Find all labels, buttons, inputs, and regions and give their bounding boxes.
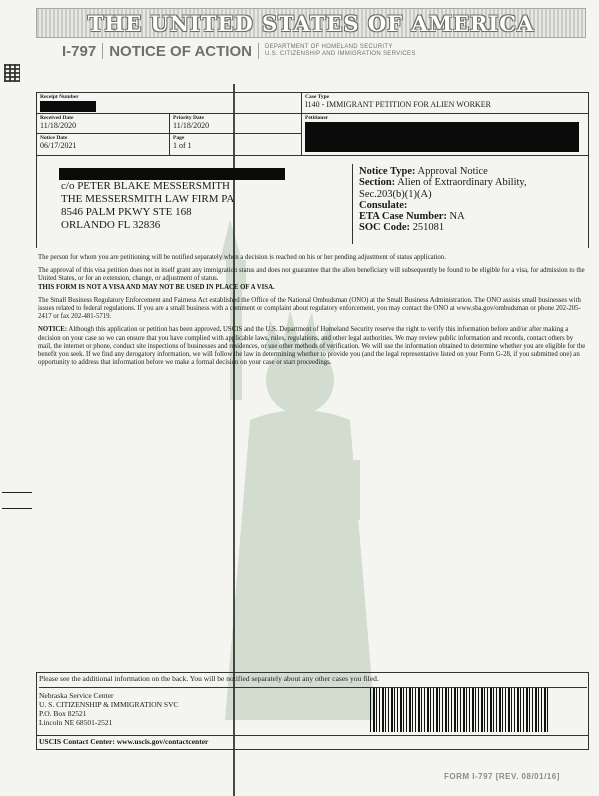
redacted-petitioner xyxy=(305,122,579,152)
office-line: Nebraska Service Center xyxy=(39,691,114,700)
contact-center: USCIS Contact Center: www.uscis.gov/contactcenter xyxy=(37,735,588,747)
receipt-number-label: Receipt Number xyxy=(40,94,79,100)
department-name: DEPARTMENT OF HOMELAND SECURITY xyxy=(264,44,393,50)
received-date-value: 11/18/2020 xyxy=(40,121,77,130)
section-value: Alien of Extraordinary Ability, xyxy=(397,177,527,189)
edge-mark xyxy=(2,508,32,509)
notice-details-text xyxy=(359,166,527,234)
notice-date-cell xyxy=(37,134,170,155)
petitioner-cell xyxy=(302,114,588,155)
soc-code-label: SOC Code: xyxy=(359,222,411,234)
visa-warning-text: THIS FORM IS NOT A VISA AND MAY NOT BE USED IN PLACE OF A VISA. xyxy=(38,283,275,291)
barcode xyxy=(370,688,550,732)
page-value: 1 of 1 xyxy=(173,141,192,150)
agency-block xyxy=(265,44,416,58)
case-info-table xyxy=(36,92,589,156)
body-paragraph-text: Although this application or petition has been approved, USCIS and the U.S. Department of Homeland Security reserve the right to verify this information before and/or after making a decision on your case so we can ensure that you have complied with applicable laws, rules, regulations, and other legal authorities. We may review public information and records, contact others by mail, the internet or phone, conduct site inspections of businesses and residences, or use other methods of verification. We will use the information obtained to determine whether you are eligible for the benefit you seek. If we find any derogatory information, we will follow the law in determining whether to provide you (and the legal representative listed on your Form G-28, if you submitted one) an opportunity to address that information before we make a formal decision on your case or start proceedings. xyxy=(38,326,586,367)
agency-name: U.S. CITIZENSHIP AND IMMIGRATION SERVICES xyxy=(264,51,416,57)
visa-warning xyxy=(38,284,586,292)
country-banner xyxy=(36,8,586,38)
section-label: Section: xyxy=(359,177,396,189)
page-label: Page xyxy=(173,135,185,141)
received-date-cell xyxy=(37,114,170,134)
office-line: U. S. CITIZENSHIP & IMMIGRATION SVC xyxy=(39,700,179,709)
title-separator xyxy=(258,43,259,59)
mailing-address xyxy=(61,180,234,232)
notice-type-value: Approval Notice xyxy=(417,166,488,177)
body-paragraph: The Small Business Regulatory Enforcement and Fairness Act established the Office of the National Ombudsman (ONO) at the Small Business Administration. The ONO assists small businesses with issues related to federal regulations. If you are a small business with a comment or complaint about regulatory enforcement, you may contact the ONO at www.sba.gov/ombudsman or phone 202-205-2417 or fax 202-481-5719. xyxy=(38,296,581,321)
receipt-number-cell xyxy=(37,93,302,114)
edge-mark xyxy=(2,492,32,493)
banner-text: THE UNITED STATES OF AMERICA xyxy=(87,11,535,36)
office-line: Lincoln NE 68501-2521 xyxy=(39,718,113,727)
address-line: THE MESSERSMITH LAW FIRM PA xyxy=(61,193,235,205)
form-id: I-797 xyxy=(62,42,97,60)
back-info-note: Please see the additional information on the back. You will be notified separately about any other cases you filed. xyxy=(39,674,379,683)
section-value-cont: Sec.203(b)(1)(A) xyxy=(359,188,432,200)
address-line: c/o PETER BLAKE MESSERSMITH xyxy=(61,180,230,192)
eta-case-label: ETA Case Number: xyxy=(359,211,447,223)
eta-case-value: NA xyxy=(449,211,465,223)
petitioner-label: Petitioner xyxy=(305,115,329,121)
form-title: NOTICE OF ACTION xyxy=(109,42,252,60)
soc-code-value: 251081 xyxy=(412,222,445,234)
notice-details xyxy=(352,164,563,244)
address-line: 8546 PALM PKWY STE 168 xyxy=(61,206,192,218)
priority-date-value: 11/18/2020 xyxy=(173,121,210,130)
consulate-label: Consulate: xyxy=(359,199,408,211)
case-type-label: Case Type xyxy=(305,94,330,100)
form-title-line xyxy=(62,41,416,61)
body-paragraph xyxy=(38,267,586,283)
notice-date-label: Notice Date xyxy=(40,135,68,141)
office-line: P.O. Box 82521 xyxy=(39,709,87,718)
redacted-beneficiary-name xyxy=(59,168,285,180)
body-paragraph-text: The approval of this visa petition does not in itself grant any immigration status and does not guarantee that the alien beneficiary will subsequently be found to be eligible for a visa, for admission to the United States, or for an extension, change, or adjustment of status. xyxy=(38,267,585,283)
title-separator xyxy=(102,43,103,59)
notice-date-value: 06/17/2021 xyxy=(40,141,77,150)
qr-code-icon xyxy=(4,64,20,82)
notice-heading: NOTICE: xyxy=(38,326,68,334)
received-date-label: Received Date xyxy=(40,115,74,121)
body-paragraph xyxy=(38,326,586,367)
case-type-cell xyxy=(302,93,588,114)
notice-body xyxy=(38,254,586,372)
notice-type-label: Notice Type: xyxy=(359,166,416,177)
address-line: ORLANDO FL 32836 xyxy=(61,219,161,231)
priority-date-cell xyxy=(170,114,302,134)
priority-date-label: Priority Date xyxy=(173,115,204,121)
form-revision: FORM I-797 [REV. 08/01/16] xyxy=(444,772,560,781)
page-cell xyxy=(170,134,302,155)
case-type-value: I140 - IMMIGRANT PETITION FOR ALIEN WORKER xyxy=(305,100,491,109)
body-paragraph: The person for whom you are petitioning will be notified separately when a decision is reached on his or her pending adjustment of status application. xyxy=(38,254,446,261)
redacted-receipt-number xyxy=(40,101,96,112)
